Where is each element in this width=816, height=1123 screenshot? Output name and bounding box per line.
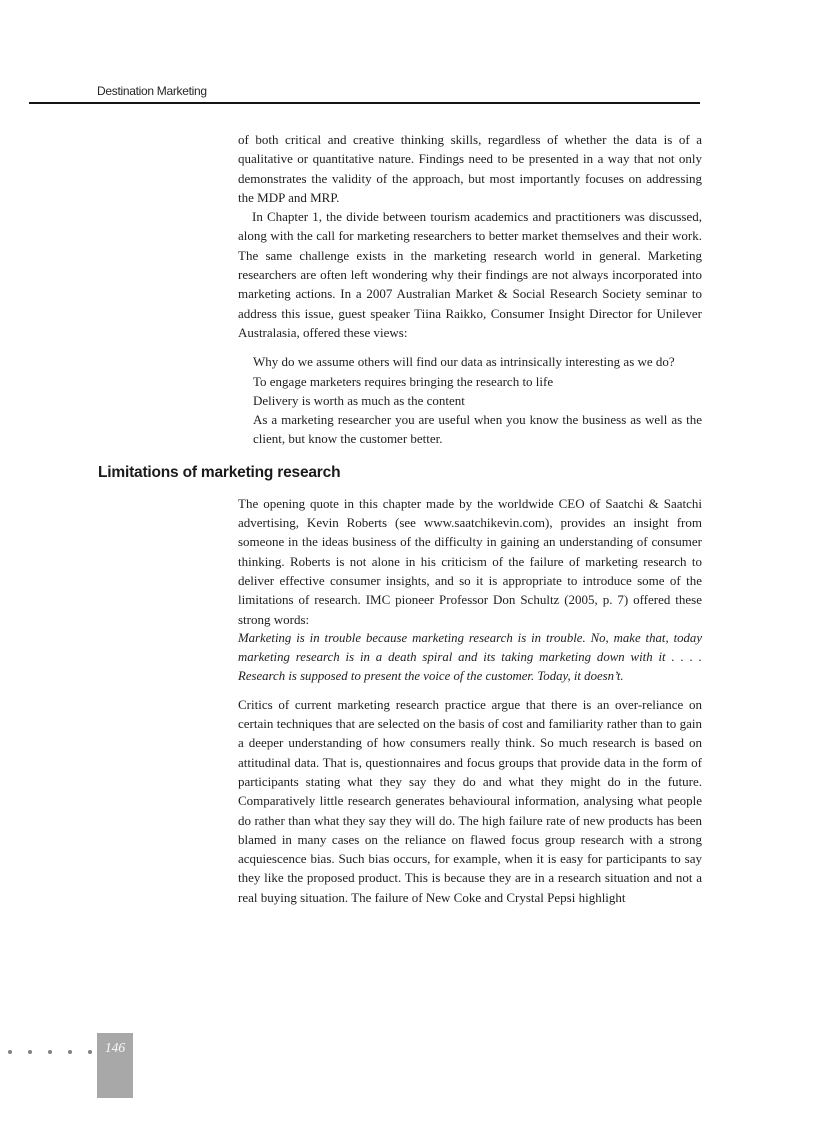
section-heading: Limitations of marketing research bbox=[98, 463, 341, 481]
footer-dot-icon bbox=[48, 1050, 52, 1054]
schultz-block-quote: Marketing is in trouble because marketing research is in trouble. No, make that, today marketing research is in a death spiral and its taking marketing down with it . . . . Research is supposed to present the voice of the customer. Today, it doesn’t. bbox=[238, 630, 702, 684]
paragraph-chapter1: In Chapter 1, the divide between tourism academics and practitioners was discussed, along with the call for marketing researchers to better market themselves and their work. The same challenge exists in the marketing research world in general. Marketing researchers are often left wondering why their findings are not always incorporated into marketing actions. In a 2007 Australian Market & Social Research Society seminar to address this issue, guest speaker Tiina Raikko, Consumer Insight Director for Unilever Australasia, offered these views: bbox=[238, 209, 702, 340]
paragraph-opening-quote: The opening quote in this chapter made by the worldwide CEO of Saatchi & Saatchi advertising, Kevin Roberts (see www.saatchikevin.com), provides an insight from someone in the ideas business of the difficulty in gaining an understanding of consumer thinking. Roberts is not alone in his criticism of the failure of marketing research to deliver effective consumer insights, and so it is appropriate to introduce some of the limitations of research. IMC pioneer Professor Don Schultz (2005, p. 7) offered these strong words: bbox=[238, 495, 702, 627]
running-header-title: Destination Marketing bbox=[97, 84, 207, 98]
seminar-quote-line: As a marketing researcher you are useful when you know the business as well as the client, but know the customer better. bbox=[253, 412, 702, 447]
footer-dot-icon bbox=[8, 1050, 12, 1054]
seminar-quote-line: Delivery is worth as much as the content bbox=[253, 392, 465, 408]
header-rule bbox=[29, 102, 700, 104]
paragraph-critics: Critics of current marketing research practice argue that there is an over-reliance on certain techniques that are selected on the basis of cost and familiarity rather than to gain a deeper understanding of how consumers really think. So much research is based on attitudinal data. That is, questionnaires and focus groups that provide data in the form of participants stating what they say they do and what they might do in the future. Comparatively little research generates behavioural information, analysing what people do rather than what they say they will do. The high failure rate of new products has been blamed in many cases on the reliance on flawed focus group research with a strong acquiescence bias. Such bias occurs, for example, when it is easy for participants to say they like the proposed product. This is because they are in a research situation and not a real buying situation. The failure of New Coke and Crystal Pepsi highlight bbox=[238, 696, 702, 905]
footer-dot-icon bbox=[88, 1050, 92, 1054]
seminar-quote-line: To engage marketers requires bringing the research to life bbox=[253, 373, 554, 389]
text-column bbox=[98, 130, 702, 907]
seminar-quote-line: Why do we assume others will find our data as intrinsically interesting as we do? bbox=[253, 354, 675, 370]
page-number: 146 bbox=[104, 1040, 126, 1055]
footer-dot-row bbox=[8, 1050, 92, 1054]
paragraph-continuation: of both critical and creative thinking skills, regardless of whether the data is of a qualitative or quantitative nature. Findings need to be presented in a way that not only demonstrates the validity of the approach, but most importantly focuses on addressing the MDP and MRP. bbox=[238, 132, 702, 205]
seminar-quote-block bbox=[253, 352, 702, 448]
footer-dot-icon bbox=[28, 1050, 32, 1054]
page-number-tab bbox=[97, 1033, 133, 1098]
footer-dot-icon bbox=[68, 1050, 72, 1054]
